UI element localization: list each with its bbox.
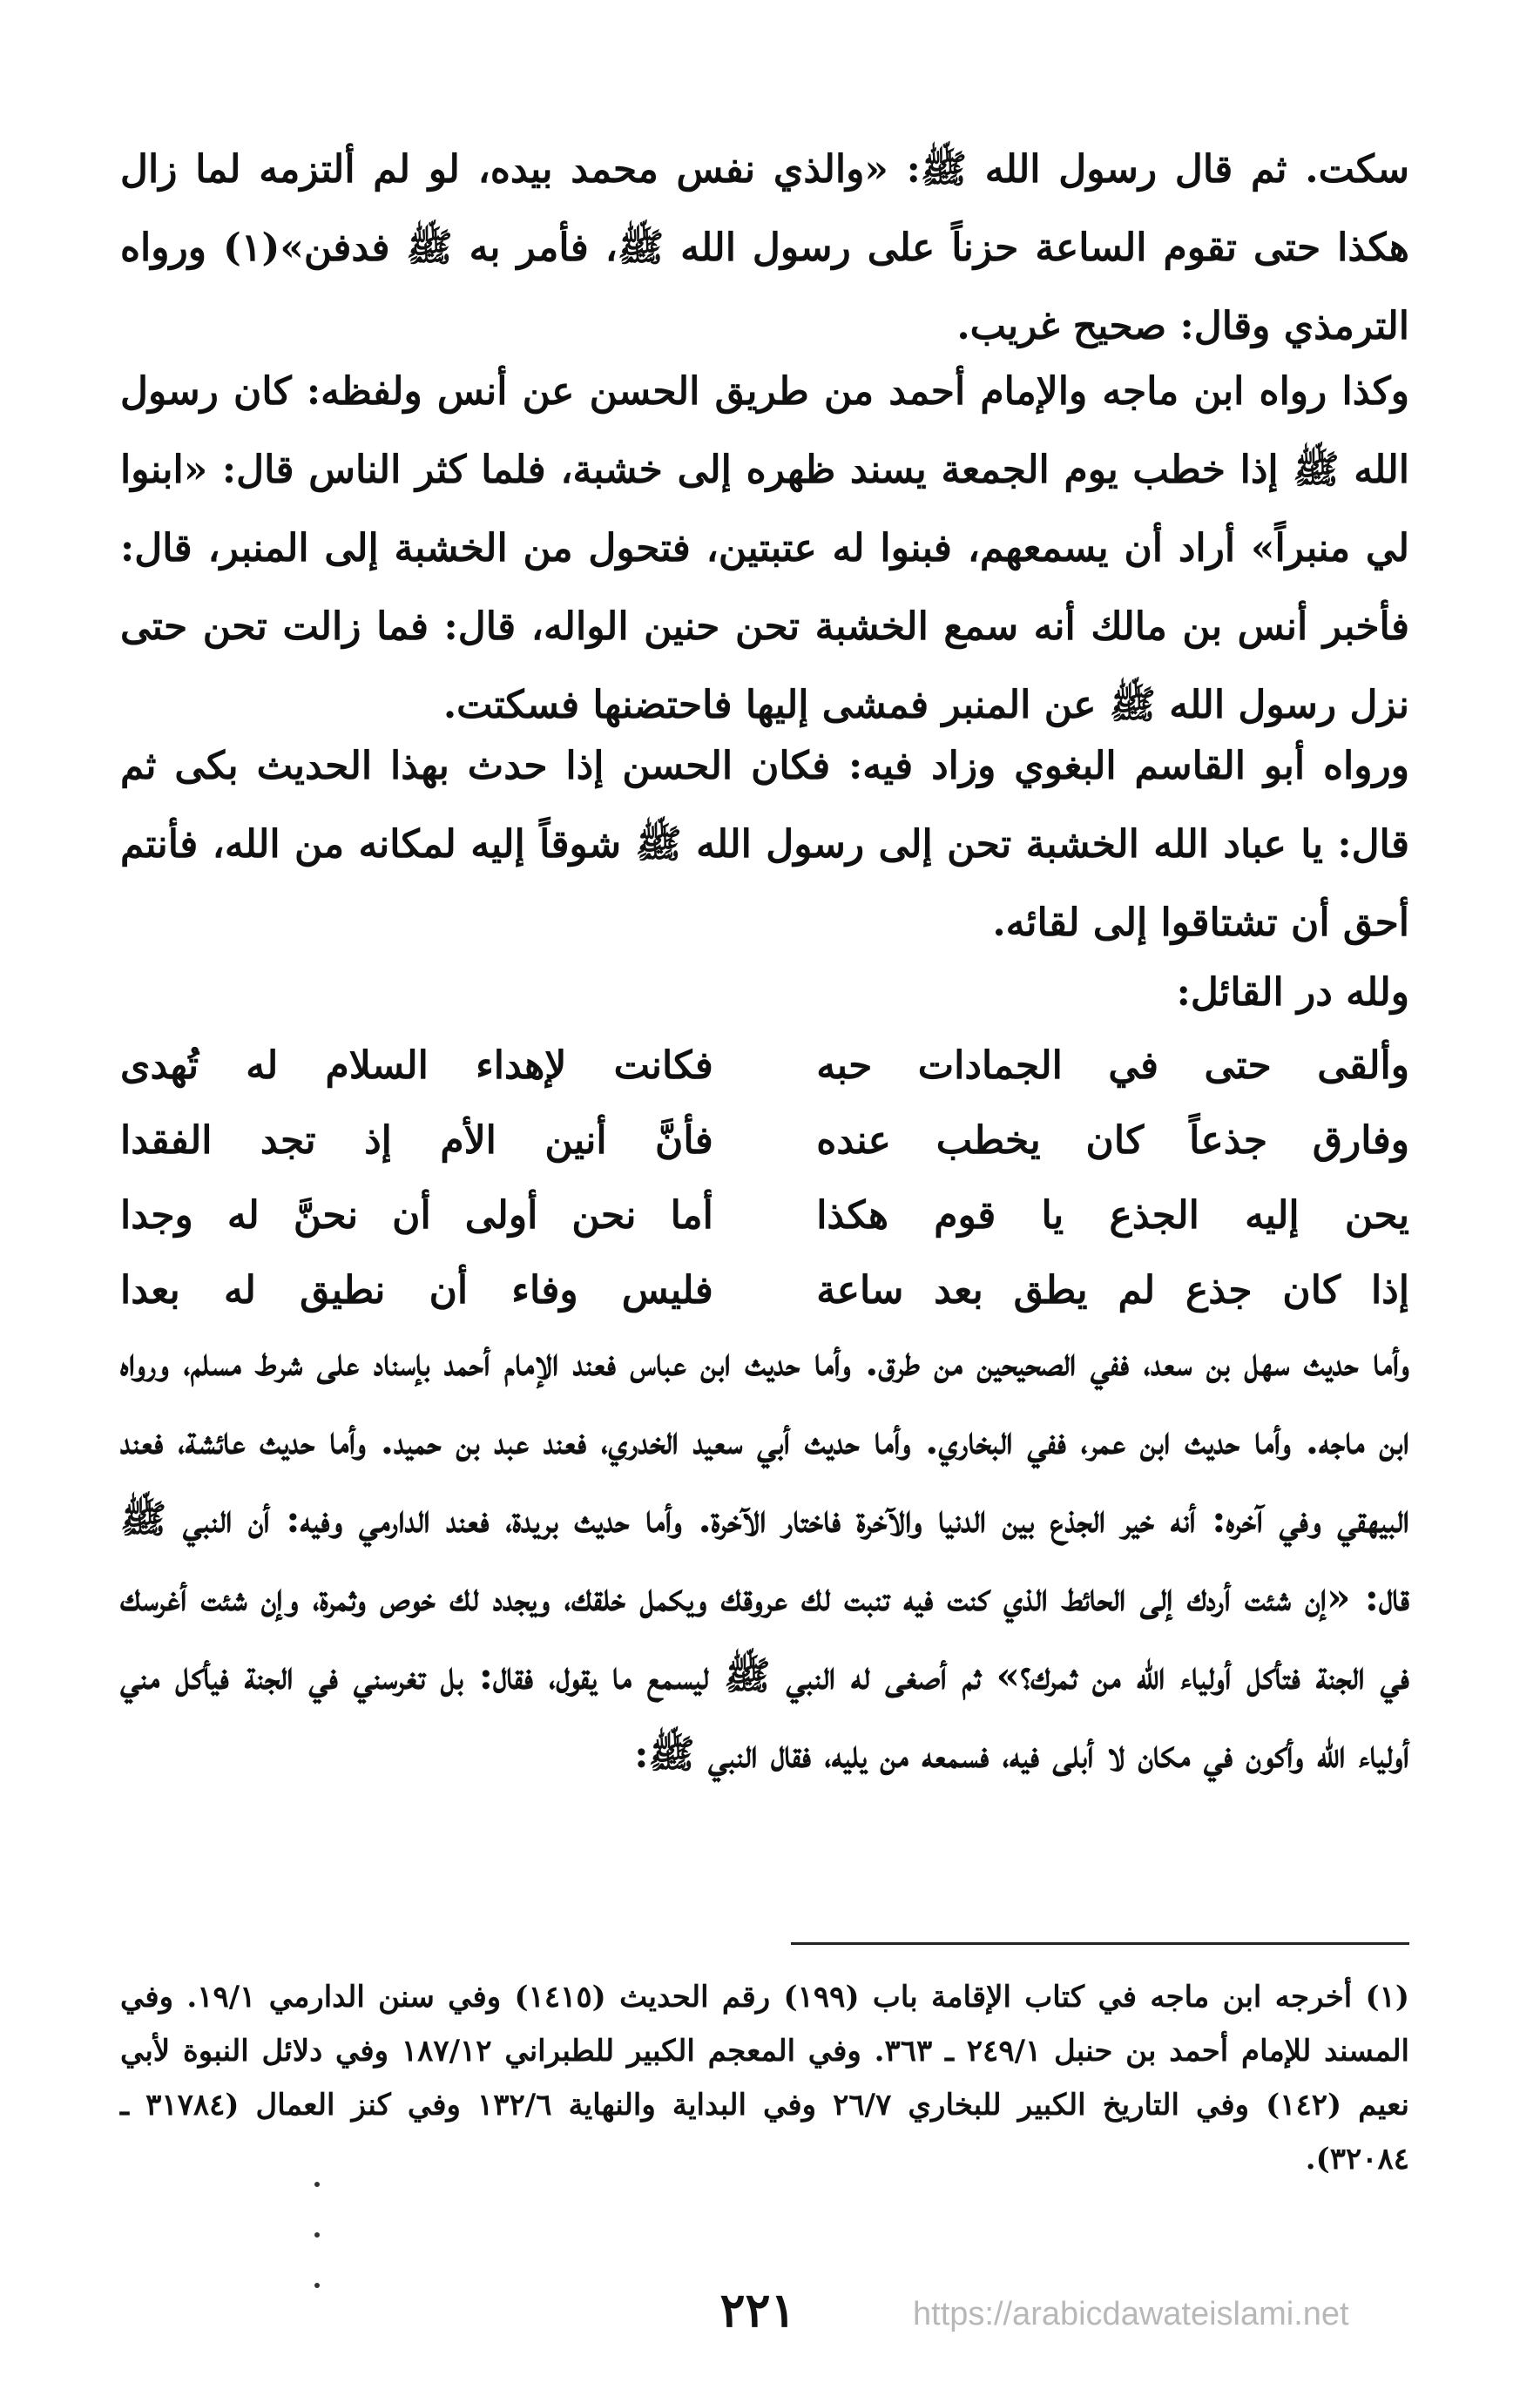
verse-first-hemistich: وألقى حتى في الجمادات حبه: [816, 1043, 1409, 1088]
scan-dots: [309, 2182, 327, 2339]
poem-verse: [120, 1103, 1409, 1178]
verse-first-hemistich: يحن إليه الجذع يا قوم هكذا: [816, 1192, 1409, 1238]
footnote-1: (١) أخرجه ابن ماجه في كتاب الإقامة باب (١٩٩) رقم الحديث (١٤١٥) وفي سنن الدارمي ١٩/١. وفي المسند للإمام أحمد بن حنبل ٢٤٩/١ ـ ٣٦٣. وفي المعجم الكبير للطبراني ١٨٧/١٢ وفي دلائل النبوة لأبي نعيم (١٤٢) وفي التاريخ الكبير للبخاري ٢٦/٧ وفي البداية والنهاية ١٣٢/٦ وفي كنز العمال (٣١٧٨٤ ـ ٣٢٠٨٤).: [120, 1980, 1409, 2177]
poem: [120, 1028, 1409, 1327]
verse-first-hemistich: إذا كان جذع لم يطق بعد ساعة: [816, 1267, 1409, 1313]
page-number: ٢٢١: [719, 2282, 796, 2338]
paragraph-3: [120, 727, 1409, 962]
verse-second-hemistich: فكانت لإهداء السلام له تُهدى: [120, 1043, 713, 1088]
verse-second-hemistich: فليس وفاء أن نطيق له بعدا: [120, 1267, 713, 1313]
paragraph-text: ولله در القائل:: [1176, 970, 1409, 1015]
paragraph-5: [120, 1324, 1409, 1794]
paragraph-text: ورواه أبو القاسم البغوي وزاد فيه: فكان الحسن إذا حدث بهذا الحديث بكى ثم قال: يا عباد الله الخشبة تحن إلى رسول الله ﷺ شوقاً إليه لمكانه من الله، فأنتم أحق أن تشتاقوا إلى لقائه.: [120, 744, 1409, 945]
poem-verse: [120, 1252, 1409, 1327]
poem-verse: [120, 1178, 1409, 1252]
paragraph-text: سكت. ثم قال رسول الله ﷺ: «والذي نفس محمد بيده، لو لم ألتزمه لما زال هكذا حتى تقوم الساعة حزناً على رسول الله ﷺ، فأمر به ﷺ فدفن»(١) ورواه الترمذي وقال: صحيح غريب.: [120, 147, 1409, 348]
dot-mark: [314, 2283, 320, 2288]
poem-intro: [120, 954, 1409, 1032]
paragraph-1: [120, 131, 1409, 366]
paragraph-2: [120, 353, 1409, 745]
dot-mark: [314, 2182, 320, 2187]
verse-second-hemistich: أما نحن أولى أن نحنَّ له وجدا: [120, 1192, 713, 1238]
footnotes: [120, 1970, 1409, 2186]
dot-mark: [314, 2232, 320, 2238]
footnote-divider: [791, 1942, 1409, 1945]
paragraph-text: وأما حديث سهل بن سعد، ففي الصحيحين من طرق. وأما حديث ابن عباس فعند الإمام أحمد بإسناد على شرط مسلم، ورواه ابن ماجه. وأما حديث ابن عمر، ففي البخاري. وأما حديث أبي سعيد الخدري، فعند عبد بن حميد. وأما حديث عائشة، فعند البيهقي وفي آخره: أنه خير الجذع بين الدنيا والآخرة فاختار الآخرة. وأما حديث بريدة، فعند الدارمي وفيه: أن النبي ﷺ قال: «إن شئت أردك إلى الحائط الذي كنت فيه تنبت لك عروقك ويكمل خلقك، ويجدد لك خوص وثمرة، وإن شئت أغرسك في الجنة فتأكل أولياء الله من ثمرك؟» ثم أصغى له النبي ﷺ ليسمع ما يقول، فقال: بل تغرسني في الجنة فيأكل مني أولياء الله وأكون في مكان لا أبلى فيه، فسمعه من يليه، فقال النبي ﷺ:: [120, 1340, 1409, 1777]
paragraph-text: وكذا رواه ابن ماجه والإمام أحمد من طريق الحسن عن أنس ولفظه: كان رسول الله ﷺ إذا خطب يوم الجمعة يسند ظهره إلى خشبة، فلما كثر الناس قال: «ابنوا لي منبراً» أراد أن يسمعهم، فبنوا له عتبتين، فتحول من الخشبة إلى المنبر، قال: فأخبر أنس بن مالك أنه سمع الخشبة تحن حنين الواله، قال: فما زالت تحن حتى نزل رسول الله ﷺ عن المنبر فمشى إليها فاحتضنها فسكتت.: [120, 369, 1410, 727]
verse-second-hemistich: فأنَّ أنين الأم إذ تجد الفقدا: [120, 1117, 713, 1163]
poem-verse: [120, 1028, 1409, 1103]
verse-first-hemistich: وفارق جذعاً كان يخطب عنده: [816, 1117, 1409, 1163]
watermark-url: https://arabicdawateislami.net: [913, 2296, 1349, 2332]
